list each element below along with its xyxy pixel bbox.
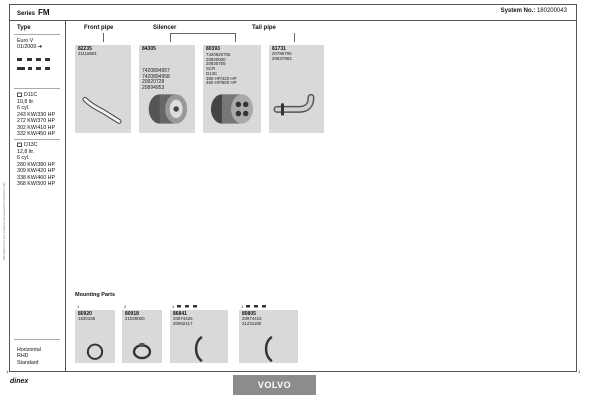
mounting-qty: 2 (124, 304, 127, 309)
part-refs: 21029000 (125, 316, 145, 321)
part-number: 81731 (272, 46, 286, 52)
sidebar-rule (14, 34, 60, 35)
vehicle-icons (245, 304, 275, 309)
system-number-value: 180200043 (536, 8, 567, 14)
truck-icon (17, 67, 25, 70)
reference-note: Manufacturer's part numbers are quoted for reference only (2, 182, 6, 260)
sidebar-rule (14, 88, 60, 89)
vehicle-icon (27, 58, 32, 61)
mounting-qty: 1 (241, 304, 244, 309)
part-refs: 1630168 (78, 316, 96, 321)
engine-icon (17, 142, 23, 148)
part-number: 84305 (142, 46, 156, 52)
vehicle-icon (17, 58, 22, 61)
mounting-qty: 1 (172, 304, 175, 309)
part-refs: 20974426 20992417 (173, 316, 193, 326)
part-card-silencer-scr[interactable] (203, 45, 261, 133)
part-number: 80920 (78, 311, 92, 317)
type-label: Type (17, 25, 31, 31)
system-number (501, 8, 567, 14)
category-silencer: Silencer (153, 25, 177, 31)
strap-drawing (170, 334, 228, 363)
vehicle-icons (176, 304, 206, 309)
connector-line (294, 33, 295, 42)
vehicle-icon (45, 58, 50, 61)
part-refs: 20786795 20837983 (272, 51, 292, 61)
part-refs: 7420920706 20920000 20920705 SCR D13C 380 HP/420 HP 460 HP/500 HP (206, 52, 237, 86)
series-value: FM (38, 8, 50, 17)
vehicle-icon (45, 67, 50, 70)
category-tail-pipe: Tail pipe (252, 25, 276, 31)
page-number-left: 1 (6, 369, 9, 374)
dinex-logo: dinex (10, 378, 29, 385)
engine-d13c-title: D13C (24, 142, 38, 148)
band-clamp-drawing (122, 339, 162, 363)
part-number: 80805 (242, 311, 256, 317)
euro-norm: Euro V 01/2009 ➜ (17, 38, 43, 51)
clamp-ring-drawing (75, 339, 115, 363)
vehicle-icons (16, 56, 62, 76)
installation-info: Horizontal RHD Standard (17, 347, 41, 366)
category-front-pipe: Front pipe (84, 25, 114, 31)
sidebar-rule (14, 139, 60, 140)
engine-d11c-specs: 10,8 ltr. 6 cyl. 243 KW/330 HP 272 KW/370 HP 302 KW/410 HP 332 KW/450 HP (17, 99, 55, 138)
engine-d11c-title: D11C (24, 92, 38, 98)
connector-line (103, 33, 104, 42)
part-number: 80393 (206, 46, 220, 52)
engine-d13c-specs: 12,8 ltr. 6 cyl. 280 KW/380 HP 309 KW/420 HP 338 KW/460 HP 368 KW/500 HP (17, 149, 55, 188)
mounting-card-clamp[interactable] (75, 310, 115, 363)
part-refs: 7420894957 7420894958 20920728 20894953 (142, 68, 170, 91)
part-card-silencer[interactable] (139, 45, 195, 133)
front-pipe-drawing (75, 80, 131, 133)
part-refs: 21118681 (78, 51, 97, 56)
vehicle-icon (36, 67, 41, 70)
part-refs: 20974416 21231180 (242, 316, 262, 326)
series-label (17, 8, 50, 17)
engine-icon (17, 92, 23, 98)
mounting-qty: 1 (77, 304, 80, 309)
axle-icon (28, 67, 32, 70)
brand-label: VOLVO (233, 375, 316, 395)
header-divider (9, 20, 577, 21)
page-number-right: 1 (578, 369, 581, 374)
connector-bracket (170, 33, 236, 42)
part-number: 80918 (125, 311, 139, 317)
silencer-drawing (139, 87, 195, 133)
strap-drawing (239, 334, 298, 363)
mounting-parts-title: Mounting Parts (75, 292, 116, 298)
sidebar-divider (65, 20, 66, 372)
part-card-front-pipe[interactable] (75, 45, 131, 133)
system-number-label: System No.: (500, 8, 536, 14)
vehicle-icon (36, 58, 41, 61)
part-number: 86841 (173, 311, 187, 317)
series-label-text: Series (17, 11, 36, 17)
tail-pipe-drawing (269, 80, 324, 133)
mounting-card-band-clamp[interactable] (122, 310, 162, 363)
part-card-tail-pipe[interactable] (269, 45, 324, 133)
mounting-card-bracket[interactable] (170, 310, 228, 363)
mounting-card-strap[interactable] (239, 310, 298, 363)
sidebar-rule (14, 339, 60, 340)
scr-silencer-drawing (203, 87, 261, 133)
part-number: 82235 (78, 46, 92, 52)
